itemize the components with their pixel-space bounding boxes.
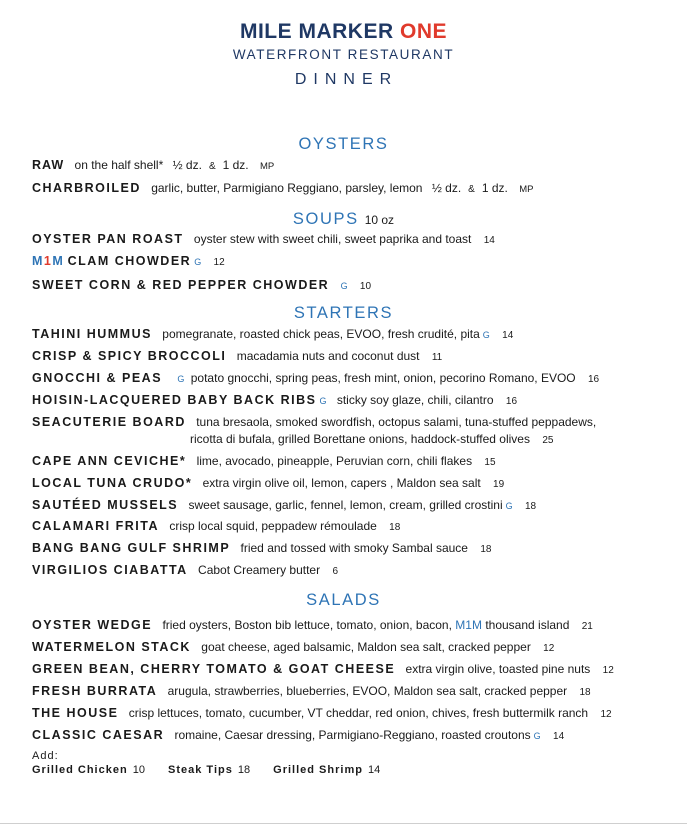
add-on-item xyxy=(168,764,250,776)
menu-item-seacuterie-board-cont xyxy=(190,431,670,449)
item-price: MP xyxy=(259,161,275,172)
add-on-item xyxy=(273,764,380,776)
item-price: 25 xyxy=(542,435,554,446)
item-description-line2: ricotta di bufala, grilled Borettane onions, haddock-stuffed olives xyxy=(190,432,530,446)
gluten-free-badge: G xyxy=(319,396,327,406)
item-description: Cabot Creamery butter xyxy=(198,563,321,577)
add-ons-list xyxy=(32,764,400,776)
gluten-free-badge: G xyxy=(194,257,202,267)
gluten-free-badge: G xyxy=(177,374,185,384)
item-name: CLAM CHOWDER xyxy=(67,254,192,268)
item-description-tail: thousand island xyxy=(485,618,570,632)
item-ampersand: & xyxy=(468,184,475,195)
item-name: CHARBROILED xyxy=(32,181,141,195)
menu-item-gnocchi-peas xyxy=(32,370,672,388)
menu-item-calamari-frita xyxy=(32,518,672,536)
restaurant-name xyxy=(0,20,687,44)
menu-type-title: DINNER xyxy=(294,71,399,88)
item-price: 21 xyxy=(581,621,593,632)
section-title-starters: STARTERS xyxy=(293,304,394,322)
item-price: MP xyxy=(519,184,534,195)
menu-item-local-tuna-crudo xyxy=(32,475,672,493)
item-description: fried oysters, Boston bib lettuce, tomato, onion, bacon, xyxy=(162,618,452,632)
m1m-mark xyxy=(455,618,482,632)
item-description: garlic, butter, Parmigiano Reggiano, parsley, lemon xyxy=(151,181,423,195)
menu-item-tahini-hummus xyxy=(32,326,672,344)
brand-name-main: MILE MARKER xyxy=(239,20,394,43)
menu-item-fresh-burrata xyxy=(32,683,672,701)
m1m-letter-m: M xyxy=(32,254,44,268)
item-name: SAUTÉED MUSSELS xyxy=(32,498,179,512)
item-name: OYSTER PAN ROAST xyxy=(32,232,184,246)
item-price: 18 xyxy=(525,501,537,512)
item-price: 6 xyxy=(332,566,339,577)
item-description: tuna bresaola, smoked swordfish, octopus salami, tuna-stuffed peppadews, xyxy=(196,415,597,429)
menu-item-hoisin-ribs xyxy=(32,392,672,410)
item-name: BANG BANG GULF SHRIMP xyxy=(32,541,231,555)
item-name: CAPE ANN CEVICHE* xyxy=(32,454,187,468)
item-name: CALAMARI FRITA xyxy=(32,519,159,533)
item-description: fried and tossed with smoky Sambal sauce xyxy=(240,541,468,555)
item-price: 14 xyxy=(483,235,495,246)
gluten-free-badge: G xyxy=(533,731,541,741)
menu-item-cape-ann-ceviche xyxy=(32,453,672,471)
menu-item-crisp-spicy-broccoli xyxy=(32,348,672,366)
item-dozen: 1 dz. xyxy=(222,158,249,172)
item-price: 12 xyxy=(600,709,612,720)
menu-item-virgilios-ciabatta xyxy=(32,562,672,580)
item-description: extra virgin olive oil, lemon, capers , Maldon sea salt xyxy=(202,476,481,490)
m1m-letter-m2: M xyxy=(52,254,65,268)
add-on-name: Steak Tips xyxy=(168,764,233,776)
item-description: crisp lettuces, tomato, cucumber, VT cheddar, red onion, chives, fresh buttermilk ranch xyxy=(128,706,589,720)
item-price: 12 xyxy=(213,257,225,268)
item-name: THE HOUSE xyxy=(32,706,119,720)
gluten-free-badge: G xyxy=(340,281,348,291)
item-price: 16 xyxy=(587,374,600,385)
item-price: 10 xyxy=(359,281,372,292)
item-name: LOCAL TUNA CRUDO* xyxy=(32,476,193,490)
add-ons-label: Add: xyxy=(32,750,59,762)
item-name: FRESH BURRATA xyxy=(32,684,158,698)
item-description: romaine, Caesar dressing, Parmigiano-Reggiano, roasted croutons xyxy=(174,728,531,742)
item-price: 12 xyxy=(602,665,614,676)
item-description: crisp local squid, peppadew rémoulade xyxy=(169,519,377,533)
menu-item-charbroiled-oysters xyxy=(32,180,672,198)
section-note: 10 oz xyxy=(364,213,395,227)
item-description: pomegranate, roasted chick peas, EVOO, fresh crudité, pita xyxy=(162,327,480,341)
item-description: oyster stew with sweet chili, sweet paprika and toast xyxy=(193,232,472,246)
section-title-oysters: OYSTERS xyxy=(298,135,389,153)
item-name: CRISP & SPICY BROCCOLI xyxy=(32,349,227,363)
add-on-name: Grilled Shrimp xyxy=(273,764,363,776)
section-title-salads: SALADS xyxy=(306,591,381,609)
menu-item-classic-caesar xyxy=(32,727,672,745)
item-price: 12 xyxy=(543,643,555,654)
menu-item-green-bean-salad xyxy=(32,661,672,679)
item-price: 19 xyxy=(493,479,505,490)
add-on-item xyxy=(32,764,145,776)
brand-name-accent: ONE xyxy=(400,20,448,43)
item-name: SEACUTERIE BOARD xyxy=(32,415,186,429)
item-description: extra virgin olive, toasted pine nuts xyxy=(405,662,591,676)
section-title-soups xyxy=(0,210,687,229)
gluten-free-badge: G xyxy=(505,501,513,511)
m1m-mark xyxy=(32,254,64,268)
menu-item-watermelon-stack xyxy=(32,639,672,657)
item-name: RAW xyxy=(32,158,65,172)
item-description: arugula, strawberries, blueberries, EVOO, Maldon sea salt, cracked pepper xyxy=(167,684,568,698)
item-description: sticky soy glaze, chili, cilantro xyxy=(336,393,494,407)
item-half-dozen: ½ dz. xyxy=(431,181,462,195)
item-price: 16 xyxy=(505,396,518,407)
m1m-digit-one: 1 xyxy=(43,254,53,268)
item-description: on the half shell* xyxy=(74,158,164,172)
gluten-free-badge: G xyxy=(482,330,490,340)
item-price: 11 xyxy=(431,352,443,363)
m1m-digit-one: 1 xyxy=(465,618,472,632)
item-name: WATERMELON STACK xyxy=(32,640,191,654)
menu-item-sweet-corn-chowder xyxy=(32,277,672,295)
m1m-letter-m2: M xyxy=(471,618,482,632)
item-price: 18 xyxy=(389,522,401,533)
item-ampersand: & xyxy=(208,161,216,172)
item-name: TAHINI HUMMUS xyxy=(32,327,152,341)
item-half-dozen: ½ dz. xyxy=(172,158,202,172)
item-name: HOISIN-LACQUERED BABY BACK RIBS xyxy=(32,393,317,407)
item-price: 18 xyxy=(480,544,492,555)
menu-item-oyster-wedge xyxy=(32,617,672,635)
item-price: 14 xyxy=(553,731,565,742)
item-price: 18 xyxy=(579,687,591,698)
menu-item-raw-oysters xyxy=(32,157,672,175)
item-name: GNOCCHI & PEAS xyxy=(32,371,163,385)
menu-item-the-house xyxy=(32,705,672,723)
item-name: GREEN BEAN, CHERRY TOMATO & GOAT CHEESE xyxy=(32,662,396,676)
item-description: sweet sausage, garlic, fennel, lemon, cream, grilled crostini xyxy=(188,498,503,512)
item-name: OYSTER WEDGE xyxy=(32,618,153,632)
menu-header xyxy=(0,20,687,89)
add-on-name: Grilled Chicken xyxy=(32,764,128,776)
item-description: lime, avocado, pineapple, Peruvian corn, chili flakes xyxy=(196,454,473,468)
menu-item-seacuterie-board xyxy=(32,414,672,431)
menu-item-sauteed-mussels xyxy=(32,497,672,515)
m1m-letter-m: M xyxy=(455,618,466,632)
menu-item-clam-chowder xyxy=(32,253,672,271)
item-description: goat cheese, aged balsamic, Maldon sea salt, cracked pepper xyxy=(201,640,531,654)
item-name: SWEET CORN & RED PEPPER CHOWDER xyxy=(32,278,330,292)
add-on-price: 10 xyxy=(132,764,145,776)
item-name: CLASSIC CAESAR xyxy=(32,728,165,742)
item-price: 15 xyxy=(484,457,496,468)
section-title-text: SOUPS xyxy=(292,210,359,228)
menu-item-oyster-pan-roast xyxy=(32,231,672,249)
item-price: 14 xyxy=(502,330,514,341)
item-description: potato gnocchi, spring peas, fresh mint, onion, pecorino Romano, EVOO xyxy=(190,371,576,385)
add-on-price: 18 xyxy=(237,764,251,776)
item-dozen: 1 dz. xyxy=(481,181,508,195)
item-description: macadamia nuts and coconut dust xyxy=(236,349,420,363)
restaurant-subtitle: WATERFRONT RESTAURANT xyxy=(232,47,455,62)
add-on-price: 14 xyxy=(367,764,381,776)
item-name: VIRGILIOS CIABATTA xyxy=(32,563,188,577)
menu-item-bang-bang-shrimp xyxy=(32,540,672,558)
